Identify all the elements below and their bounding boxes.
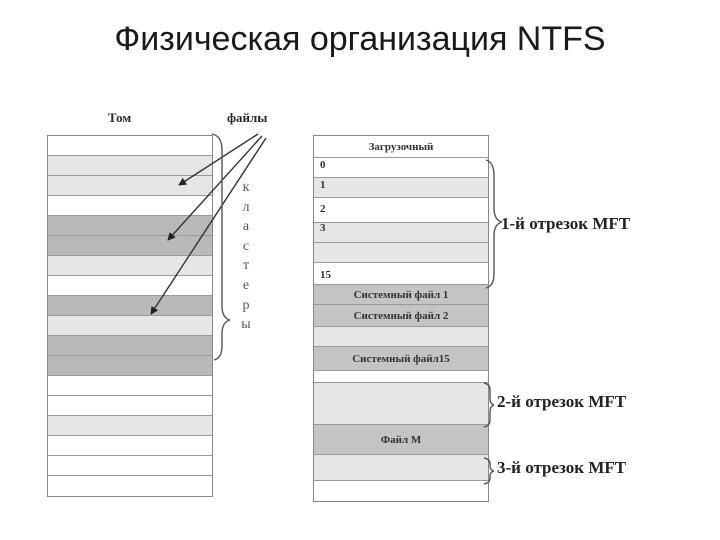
segment-3-label: 3-й отрезок MFT xyxy=(497,458,627,477)
slide-title: Физическая организация NTFS xyxy=(114,20,606,58)
clusters-letter: т xyxy=(242,258,250,274)
segment-1-label: 1-й отрезок MFT xyxy=(501,214,631,233)
file-arrow-1 xyxy=(179,134,258,185)
clusters-letter: с xyxy=(242,238,250,254)
file-arrow-3 xyxy=(151,138,266,314)
file-arrow-2 xyxy=(168,136,262,240)
clusters-letter: к xyxy=(242,180,250,195)
record-number: 3 xyxy=(320,222,326,234)
system-file-15-label: Системный файл15 xyxy=(352,352,450,365)
record-number: 2 xyxy=(320,203,326,215)
record-number: 15 xyxy=(320,269,331,281)
segment-2-brace-icon xyxy=(484,383,494,427)
file-m-label: Файл M xyxy=(380,433,422,446)
record-number: 1 xyxy=(320,179,326,191)
segment-3-brace-icon xyxy=(484,458,494,484)
volume-label: Том xyxy=(108,110,132,125)
volume-brace-icon xyxy=(212,134,230,360)
system-file-1-label: Системный файл 1 xyxy=(353,288,449,301)
file-arrows xyxy=(151,134,266,314)
clusters-letter: ы xyxy=(241,317,251,333)
clusters-letter: р xyxy=(242,297,250,313)
segment-1-brace-icon xyxy=(486,160,502,288)
record-number: 0 xyxy=(320,159,326,171)
system-file-2-label: Системный файл 2 xyxy=(353,309,449,322)
clusters-letter: а xyxy=(242,219,250,235)
clusters-letter: л xyxy=(242,199,250,215)
files-label: файлы xyxy=(227,110,268,125)
boot-label: Загрузочный xyxy=(368,140,434,153)
clusters-letter: е xyxy=(242,277,250,293)
segment-2-label: 2-й отрезок MFT xyxy=(497,392,627,411)
